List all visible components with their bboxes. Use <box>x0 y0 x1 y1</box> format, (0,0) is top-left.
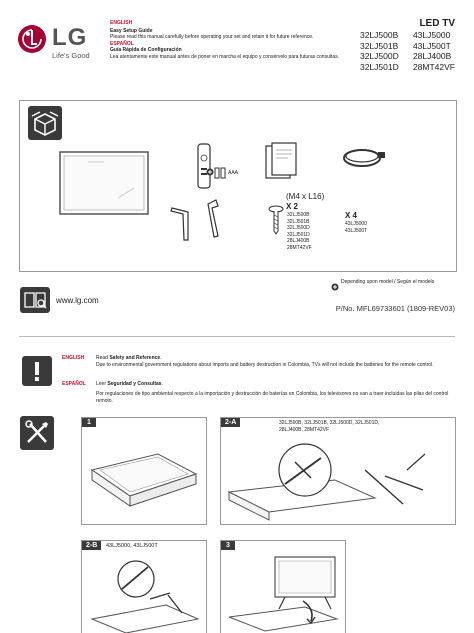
safety-english-read <box>96 355 162 362</box>
screw-model-item: 32LJ501D <box>287 231 310 238</box>
model-item: 32LJ500D <box>360 51 399 61</box>
step-1-label: 1 <box>82 418 96 427</box>
period: . <box>160 355 162 361</box>
header-spanish-title: Guía Rápida de Configuración <box>110 47 182 53</box>
manual-search-icon <box>20 287 50 313</box>
lg-logo <box>17 24 47 54</box>
safety-english-label: ENGLISH <box>62 355 85 361</box>
step-2b-illustration <box>86 555 202 633</box>
header-spanish-text: Lea atentamente este manual antes de poner en marcha el equipo y consérvelo para futuras consultas. <box>110 53 340 60</box>
step-2a-label: 2-A <box>221 418 240 427</box>
screw-models-a <box>287 212 312 251</box>
safety-ref-bold: Safety and Reference <box>109 355 161 361</box>
safety-spanish-label: ESPAÑOL <box>62 381 86 387</box>
product-title: LED TV <box>419 18 455 29</box>
power-cord-illustration <box>340 142 388 181</box>
part-number: P/No. MFL69733601 (1809-REV03) <box>335 304 455 313</box>
screw-qty-b: X 4 <box>345 211 358 220</box>
model-item: 28MT42VF <box>412 61 455 72</box>
warning-icon <box>22 356 52 386</box>
period: . <box>161 381 163 387</box>
tools-icon <box>20 416 54 450</box>
tagline: Life's Good <box>52 51 90 60</box>
stand-illustration <box>168 196 232 249</box>
step-2b-label: 2-B <box>82 541 101 550</box>
read-text: Read <box>96 355 110 361</box>
screw-model-item: 32LJ500B <box>287 212 310 218</box>
battery-illustration <box>214 166 226 184</box>
safety-english-text: Due to environmental government regulations about imports and battery destruction in Colombia, TVs will not include the batteries for the remote control. <box>96 362 434 368</box>
plus-circle-icon <box>206 163 214 181</box>
step-3-panel <box>220 540 346 633</box>
screw-models-b <box>345 221 367 234</box>
logo-text: LG <box>52 24 88 51</box>
screw-model-item: 28MT42VF <box>287 244 312 251</box>
model-item: 32LJ501B <box>360 40 399 51</box>
manual-illustration <box>264 142 300 187</box>
step-3-illustration <box>225 553 341 633</box>
step-2a-illustration <box>225 440 451 522</box>
lg-url[interactable]: www.lg.com <box>56 296 99 305</box>
safety-ref-bold: Seguridad y Consultas <box>107 381 162 387</box>
tv-illustration <box>58 150 150 223</box>
model-item: 43LJ5000 <box>412 30 451 40</box>
screw-model-item: 43LJ500T <box>345 227 368 234</box>
models-right <box>413 30 455 72</box>
safety-spanish-read <box>96 381 163 388</box>
screw-qty-a: X 2 <box>286 202 299 211</box>
screw-model-item: 32LJ500D <box>287 225 310 231</box>
model-item: 43LJ500T <box>412 40 451 51</box>
model-item: 32LJ501D <box>360 61 399 72</box>
screw-spec: (M4 x L16) <box>286 192 325 201</box>
step-2a-models: 32LJ500B, 32LJ501B, 32LJ500D, 32LJ501D, 28LJ400B, 28MT42VF <box>279 420 380 433</box>
step-2b-models: 43LJ5000, 43LJ500T <box>106 543 158 549</box>
step-1-panel <box>81 417 207 525</box>
step-2a-panel <box>220 417 456 525</box>
screw-model-item: 28LJ400B <box>287 238 310 244</box>
step-3-label: 3 <box>221 541 235 550</box>
model-item: 32LJ500B <box>360 30 399 40</box>
model-item: 28LJ400B <box>412 51 452 61</box>
read-text: Leer <box>96 381 108 387</box>
screw-model-item: 32LJ501B <box>287 218 310 225</box>
models-left <box>360 30 399 72</box>
header-english-text: Please read this manual carefully before operating your set and retain it for future reference. <box>110 34 314 40</box>
header-spanish-label: ESPAÑOL <box>110 40 134 47</box>
header-english-title: Easy Setup Guide <box>110 27 153 34</box>
safety-spanish-text: Por regulaciones de tipo ambiental respecto a la importación y destrucción de baterías en Colombia, los televisores no van a traer incluidas las pilas del control remoto. <box>96 391 449 404</box>
step-2b-panel <box>81 540 207 633</box>
plus-circle-icon <box>331 278 339 296</box>
step-1-illustration <box>88 440 200 520</box>
divider <box>19 336 455 337</box>
battery-label: AAA <box>228 170 239 176</box>
depending-footnote: Depending upon model / Según el modelo <box>341 279 435 285</box>
screw-illustration <box>268 205 284 240</box>
box-icon <box>28 106 62 140</box>
screw-model-item: 43LJ5000 <box>345 221 367 227</box>
header-english-label: ENGLISH <box>110 20 133 26</box>
